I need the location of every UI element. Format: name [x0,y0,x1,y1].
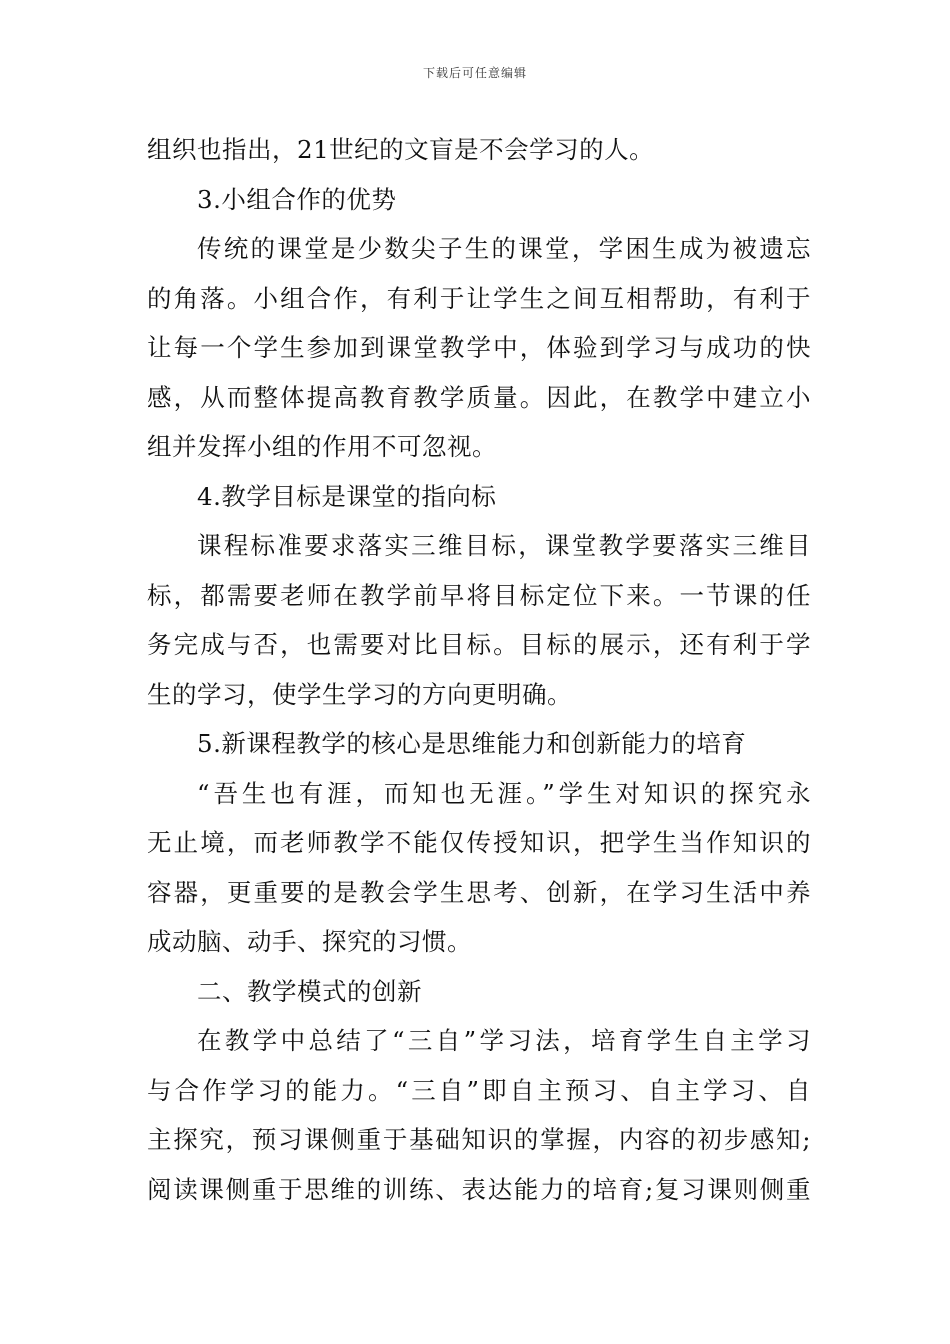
text-line: 5.新课程教学的核心是思维能力和创新能力的培育 [197,729,747,758]
text-line: 无止境，而老师教学不能仅传授知识，把学生当作知识的 [147,828,811,857]
text-line: 二、教学模式的创新 [197,976,422,1006]
text-line: 让每一个学生参加到课堂教学中，体验到学习与成功的快 [147,333,811,362]
text-line: 组并发挥小组的作用不可忽视。 [147,432,497,461]
text-line: 组织也指出，21世纪的文盲是不会学习的人。 [147,135,655,164]
text-line: 生的学习，使学生学习的方向更明确。 [147,679,572,709]
text-line: 与合作学习的能力。“三自”即自主预习、自主学习、自 [147,1075,811,1105]
text-line: 标，都需要老师在教学前早将目标定位下来。一节课的任 [147,580,811,610]
text-line: 务完成与否，也需要对比目标。目标的展示，还有利于学 [147,630,811,659]
document-body [147,125,811,1214]
text-line: 3.小组合作的优势 [197,184,397,214]
text-line: 感，从而整体提高教育教学质量。因此，在教学中建立小 [147,382,811,412]
text-line: 成动脑、动手、探究的习惯。 [147,927,472,956]
text-line: 4.教学目标是课堂的指向标 [197,481,497,511]
text-line: “吾生也有涯，而知也无涯。”学生对知识的探究永 [197,778,811,808]
text-line: 阅读课侧重于思维的训练、表达能力的培育;复习课则侧重 [147,1174,811,1204]
page-header: 下载后可任意编辑 [422,66,527,80]
text-line: 传统的课堂是少数尖子生的课堂，学困生成为被遗忘 [197,234,811,263]
text-line: 容器，更重要的是教会学生思考、创新，在学习生活中养 [147,877,811,907]
text-line: 在教学中总结了“三自”学习法，培育学生自主学习 [197,1026,811,1055]
text-line: 的角落。小组合作，有利于让学生之间互相帮助，有利于 [147,283,811,313]
text-line: 课程标准要求落实三维目标，课堂教学要落实三维目 [197,531,811,560]
text-line: 主探究，预习课侧重于基础知识的掌握，内容的初步感知; [147,1125,811,1154]
